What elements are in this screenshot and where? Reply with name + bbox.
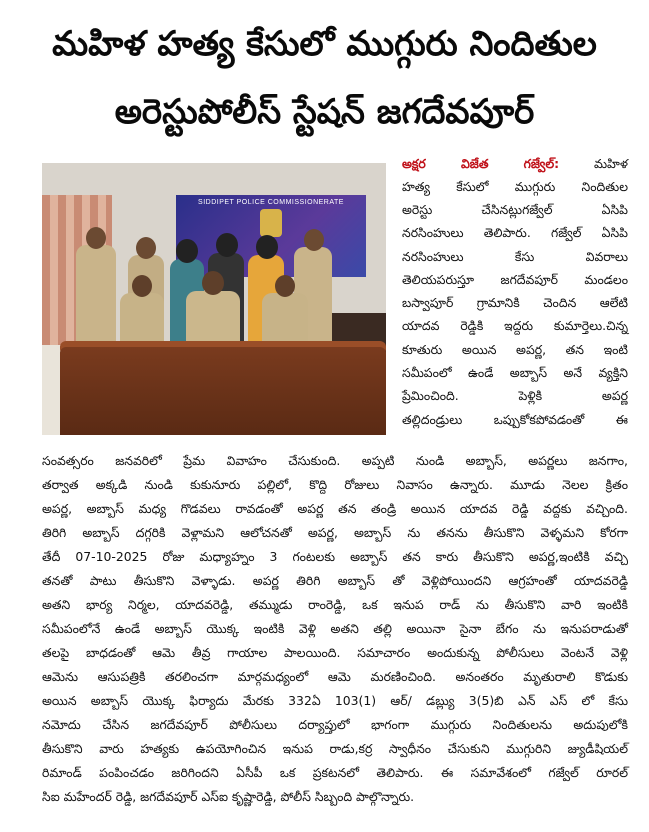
police-emblem-icon [260,209,282,237]
article-line: సమీపంలోనే ఉండే అబ్బాస్ యొక్క ఇంటికి వెళ్లి అతని తల్లి అయినా సైనా బేగం ను ఇనుపరాడుతో [42,621,628,636]
article-line: తేదీ 07-10-2025 రోజు మధ్యాహ్నం 3 గంటలకు అబ్బాస్ తన కారు తీసుకొని అపర్ణ,ఇంటికి వచ్చి [42,549,628,564]
article-line: రిమాండ్ పంపించడం జరిగిందని ఏసీపీ ఒక ప్రకటనలో తెలిపారు. ఈ సమావేశంలో గజ్వేల్ రూరల్ [42,765,628,780]
article-line: అయిన అబ్బాస్ యొక్క ఫిర్యాదు మేరకు 332ఏ 103(1) ఆర్/ డబ్ల్యు 3(5)బి ఎన్ ఎస్ లో కేసు [42,693,628,708]
article-line: నమోదు చేసిన జగదేవపూర్ పోలీసులు దర్యాప్తులో భాగంగా ముగ్గురు నిందితులను అదుపులోకి [42,717,628,732]
article-text: మహిళ [593,156,628,171]
article-line: తెలియపరుస్తూ జగదేవపూర్ మండలం [402,272,628,287]
article-line: యాదవ రెడ్డికి ఇద్దరు కుమార్తెలు.చిన్న [402,318,628,333]
article-line: తర్వాత అక్కడి నుండి కుకునూరు పల్లిలో, కొద్ది రోజులు నివాసం ఉన్నారు. మూడు నెలల క్రితం [42,477,628,492]
article-line: తిరిగి అబ్బాస్ దగ్గరికి వెళ్లామని ఆలోచనతో అపర్ణ, అబ్బాస్ ను తనను తీసుకొని వెళ్ళమని కోరగా [42,525,628,540]
article-line: సంవత్సరం జనవరిలో ప్రేమ వివాహం చేసుకుంది. అప్పటి నుండి అబ్బాస్, అపర్ణలు జనగాం, [42,453,628,468]
article-line: హత్య కేసులో ముగ్గురు నిందితుల [402,179,628,194]
headline-line-1: మహిళ హత్య కేసులో ముగ్గురు నిందితుల [52,24,597,64]
article-line: తల్లిదండ్రులు ఒప్పుకోకపోవడంతో ఈ [402,412,628,427]
article-line: బస్వాపూర్ గ్రామానికి చెందిన ఆలేటి [402,295,628,310]
article-line: అతని భార్య నిర్మల, యాదవరెడ్డి, తమ్ముడు రాంరెడ్డి, ఒక ఇనుప రాడ్ ను తీసుకొని వారి ఇంటికి [42,597,628,612]
article-line: తలపై బాధడంతో ఆమె తీవ్ర గాయాల పాలయింది. సమాచారం అందుకున్న పోలీసులు వెంటనే వెళ్లి [42,645,628,660]
article-line: నరసింహులు కేసు వివరాలు [402,249,628,264]
byline: అక్షర విజేత గజ్వేల్: [402,156,560,171]
article-line: నరసింహులు తెలిపారు. గజ్వేల్ ఏసిపి [402,225,628,240]
article-line: అపర్ణ, అబ్బాస్ మధ్య గొడవలు రావడంతో అపర్ణ తన తండ్రి అయిన యాదవ రెడ్డి వద్దకు వచ్చింది. [42,501,628,516]
article-line: తనతో పాటు తీసుకొని వెళ్ళాడు. అపర్ణ తిరిగి అబ్బాస్ తో వెళ్లిపోయిందని ఆగ్రహంతో యాదవరెడ్డి [42,573,628,588]
article-line: కూతురు అయిన అపర్ణ, తన ఇంటి [402,342,628,357]
article-line: అరెస్టు చేసినట్లుగజ్వేల్ ఏసిపి [402,202,628,217]
article-line: తీసుకొని వారు హత్యకు ఉపయోగించిన ఇనుప రాడు,కర్ర స్వాధీనం చేసుకుని ముగ్గురిని జ్యుడీషియల్ [42,741,628,756]
banner-text: SIDDIPET POLICE COMMISSIONERATE [198,199,344,206]
article-line: ఆమెను ఆసుపత్రికి తరలించగా మార్గమధ్యంలో ఆమె మరణించింది. అనంతరం మృతురాలి కొడుకు [42,669,628,684]
headline-line-2: అరెస్టుపోలీస్ స్టేషన్ జగదేవపూర్ [114,92,535,132]
article-line: సమీపంలో ఉండే అబ్బాస్ అనే వ్యక్తిని [402,365,628,380]
article-photo [42,163,386,435]
article-line [402,152,628,175]
article-line: ప్రేమించింది. పెళ్లికి అపర్ణ [402,388,628,403]
article-line: సిఐ మహేందర్ రెడ్డి, జగదేవపూర్ ఎస్ఐ కృష్ణారెడ్డి, పోలీస్ సిబ్బంది పాల్గొన్నారు. [42,789,415,804]
